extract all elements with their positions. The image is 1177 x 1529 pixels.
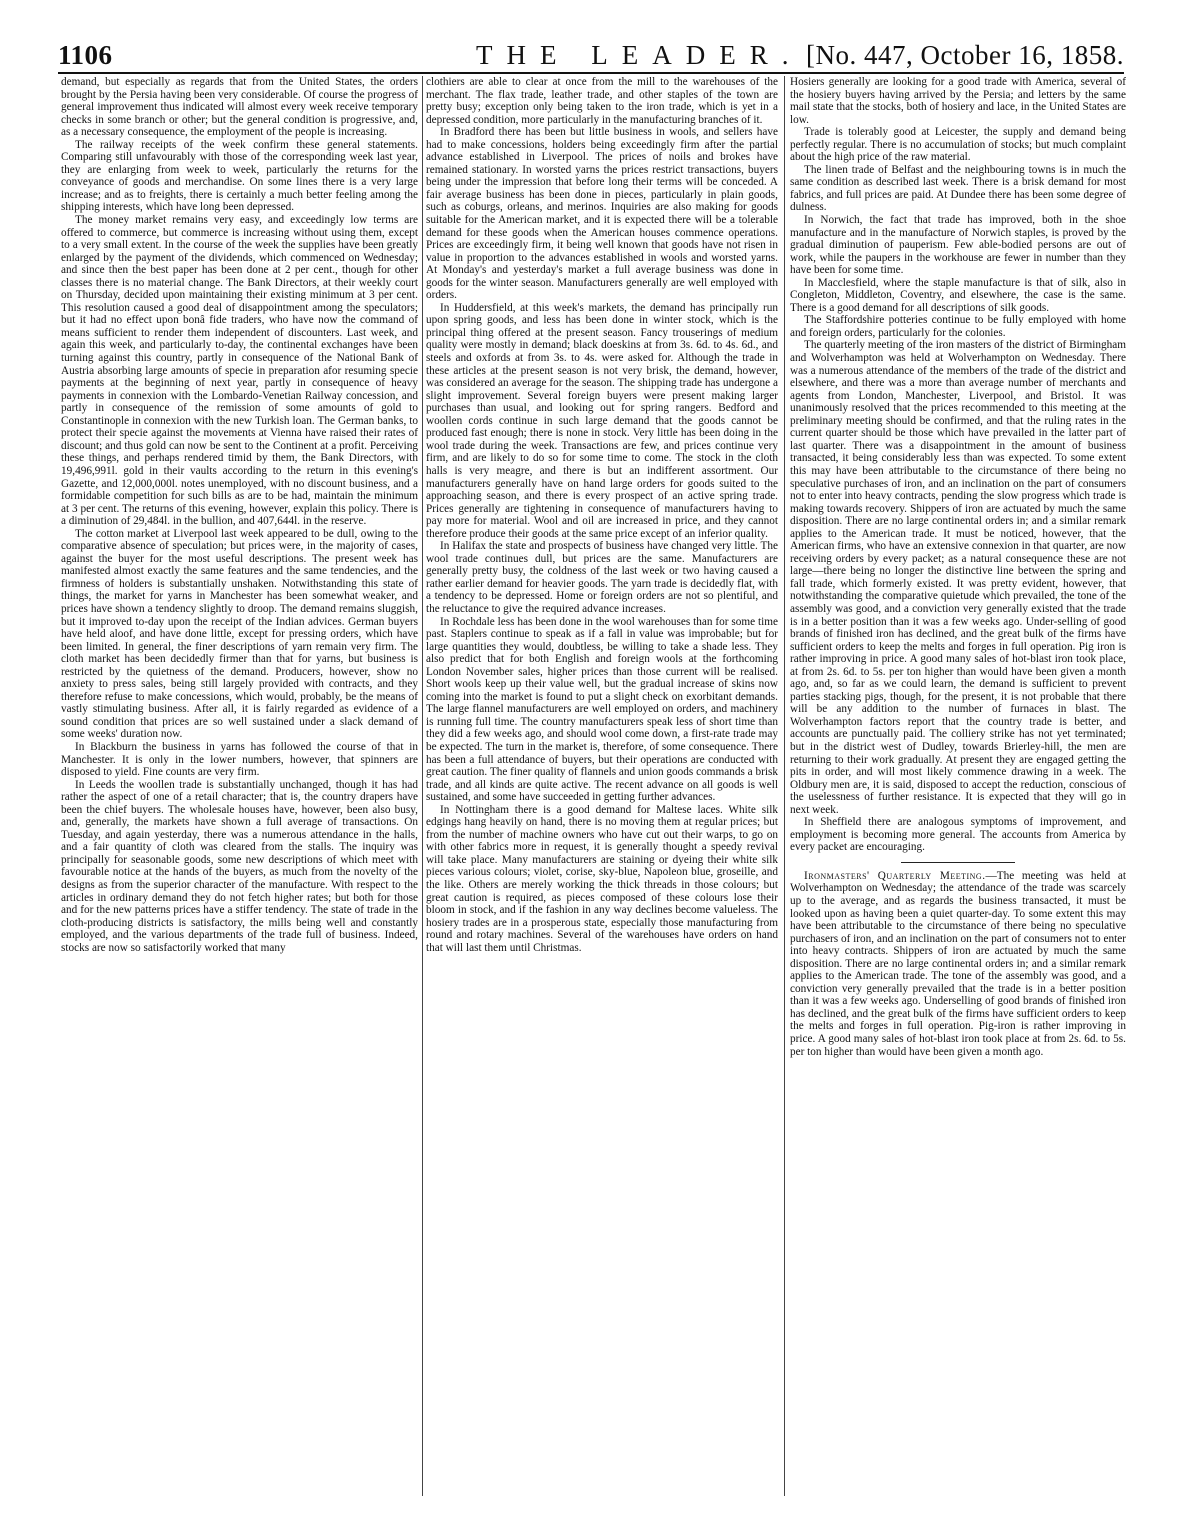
masthead-rule [58,72,1124,74]
column-divider [784,76,785,1496]
paragraph: The linen trade of Belfast and the neighbouring towns is in much the same condition as described last week. There is a brisk demand for most fabrics, and full prices are paid. At Dundee there has been some degree of dulness. [790,163,1126,214]
column-divider [422,76,423,1496]
paragraph: In Macclesfield, where the staple manufacture is that of silk, also in Congleton, Middleton, Coventry, and elsewhere, the case is the same. There is a good demand for all descriptions of silk goods. [790,276,1126,314]
masthead [58,40,1124,70]
paragraph: In Norwich, the fact that trade has improved, both in the shoe manufacture and in the manufacture of Norwich staples, is proved by the gradual diminution of pauperism. Few able-bodied persons are out of work, while the paupers in the workhouse are fewer in number than they have been for some time. [790,214,1126,277]
paragraph: clothiers are able to clear at once from the mill to the warehouses of the merchant. The flax trade, leather trade, and other staples of the town are pretty busy; exception only being taken to the iron trade, which is yet in a depressed condition, more particularly in the manufacturing branches of it. [426,76,778,126]
paragraph: In Blackburn the business in yarns has followed the course of that in Manchester. It is only in the lower numbers, however, that spinners are disposed to yield. Fine counts are very firm. [61,740,418,779]
column-1 [61,76,418,1496]
paragraph: In Nottingham there is a good demand for Maltese laces. White silk edgings hang heavily on hand, there is no moving them at regular prices; but from the number of machine owners who have cut out their warps, to go on with other fabrics more in request, it is generally thought a speedy revival will take place. Many manufacturers are staining or dyeing their white silk pieces various colours; violet, corise, sky-blue, Napoleon blue, groseille, and the like. Others are merely working the thick threads in those colours; but great caution is required, as pieces composed of these colours lose their bloom in stock, and if the fashion in any way declines become valueless. The hosiery trades are in a prosperous state, especially those manufacturing from round and rotary machines. Several of the warehouses have orders on hand that will last them until Christmas. [426,803,778,954]
paragraph: In Halifax the state and prospects of business have changed very little. The wool trade continues dull, but prices are the same. Manufacturers are generally pretty busy, the coldness of the last week or two having caused a rather earlier demand for heavier goods. The yarn trade is decidedly flat, with a tendency to be depressed. Home or foreign orders are not so plentiful, and the reluctance to give the required advance increases. [426,540,778,615]
paragraph: Trade is tolerably good at Leicester, the supply and demand being perfectly regular. There is no accumulation of stocks; but much complaint about the high price of the raw material. [790,126,1126,164]
issue-line: [No. 447, October 16, 1858. [806,40,1124,70]
column-3 [790,76,1126,1496]
paragraph: The Staffordshire potteries continue to be fully employed with home and foreign orders, particularly for the colonies. [790,314,1126,339]
paragraph: The railway receipts of the week confirm these general statements. Comparing still unfavourably with those of the corresponding week last year, they are enlarging from week to week, particularly the returns for the conveyance of goods and merchandise. On some lines there is a very large increase; and as to freights, there is certainly a much better feeling among the shipping interests, which have long been depressed. [61,138,418,214]
column-2 [426,76,778,1496]
section-heading: Ironmasters' Quarterly Meeting. [804,869,986,882]
newspaper-title: THE LEADER. [476,40,803,70]
paragraph: In Rochdale less has been done in the wool warehouses than for some time past. Staplers continue to speak as if a fall in value was improbable; but for large quantities they would, doubtless, be willing to take a shade less. They also predict that for both English and foreign wools at the forthcoming London November sales, higher prices than those current will be realised. Short wools keep up their value well, but the gradual increase of skins now coming into the market is found to put a slight check on exorbitant demands. The large flannel manufacturers are well employed on orders, and machinery is running full time. The country manufacturers speak less of short time than they did a few weeks ago, and should wool come down, a first-rate trade may be expected. The turn in the market is, therefore, of some consequence. There has been a full attendance of buyers, but their operations are conducted with great caution. The finer quality of flannels and union goods commands a brisk trade, and all kinds are quite active. The recent advance on all goods is well sustained, and some have succeeded in getting further advances. [426,615,778,804]
paragraph: In Leeds the woollen trade is substantially unchanged, though it has had rather the aspect of one of a retail character; that is, the country drapers have been the chief buyers. The wholesale houses have, however, been also busy, and, generally, the markets have shown a full average of transactions. On Tuesday, and again yesterday, there was a numerous attendance in the halls, and a fair quantity of cloth was cleared from the stalls. The inquiry was principally for seasonable goods, some new descriptions of which meet with favourable notice at the hands of the buyers, as much from the novelty of the designs as from the superior character of the manufacture. With respect to the articles in ordinary demand they do not fetch higher rates; but both for those and for the new patterns prices have a stiffer tendency. The state of trade in the cloth-producing districts is satisfactory, the mills being well and constantly employed, and the various departments of the trade full of business. Indeed, stocks are now so satisfactorily worked that many [61,778,418,954]
paragraph: Hosiers generally are looking for a good trade with America, several of the hosiery buyers having arrived by the Persia; and letters by the same mail state that the stocks, both of hosiery and lace, in the United States are low. [790,76,1126,126]
paragraph: demand, but especially as regards that from the United States, the orders brought by the Persia having been very considerable. Of course the progress of general improvement thus indicated will almost every week receive temporary checks in some branch or other; but the general condition is progressive, and, as a necessary consequence, the employment of the people is increasing. [61,76,418,139]
section-text: —The meeting was held at Wolverhampton on Wednesday; the attendance of the trade was scarcely up to the average, and as regards the business transacted, it must be looked upon as having been a quiet quarter-day. To some extent this may have been attributable to the circumstance of there being no speculative purchasers of iron, and an inclination on the part of consumers not to enter into heavy contracts. Shippers of iron are actuated by much the same disposition. There are no large continental orders in; and a similar remark applies to the American trade. The tone of the assembly was good, and a conviction very generally prevailed that the trade is in a better position than it was a few weeks ago. Underselling of good brands of finished iron has declined, and the great bulk of the firms have sufficient orders to keep the melts and forges in full operation. Pig-iron is rather improving in price. A good many sales of hot-blast iron took place at from 2s. 6d. to 5s. per ton higher than would have been given a month ago. [790,869,1126,1058]
page-number: 1106 [58,40,113,70]
paragraph: The money market remains very easy, and exceedingly low terms are offered to commerce, but commerce is increasing without using them, except to a very small extent. In the course of the week the supplies have been greatly enlarged by the payment of the dividends, which commenced on Wednesday; and since then the best paper has been done at 2 per cent., though for other classes there is no material change. The Bank Directors, at their weekly court on Thursday, decided upon maintaining their existing minimum at 3 per cent. This resolution caused a good deal of disappointment among the speculators; but it had no effect upon bonâ fide traders, who have now the command of means sufficient to render them independent of discounters. Last week, and again this week, and particularly to-day, the continental exchanges have been turning against this country, partly in consequence of the National Bank of Austria absorbing large amounts of specie in preparation afor resuming specie payments at the beginning of next year, partly in consequence of heavy payments in connexion with the Lombardo-Venetian Railway concession, and partly in consequence of the remission of some amounts of gold to Constantinople in connexion with the new Turkish loan. The German banks, to protect their specie against the movements at Vienna have raised their rates of discount; and thus gold can now be sent to the Continent at a profit. Perceiving these things, and perhaps rendered timid by them, the Bank Directors, with 19,496,991l. gold in their vaults according to the return in this evening's Gazette, and 12,000,000l. notes unemployed, with no discount business, and a formidable competition for such bills as are to be had, maintain the minimum at 3 per cent. The returns of this evening, however, explain this policy. There is a diminution of 29,484l. in the bullion, and 407,644l. in the reserve. [61,214,418,528]
paragraph: In Huddersfield, at this week's markets, the demand has principally run upon spring goods, and less has been done in winter stock, which is the principal thing offered at the present season. Fancy trouserings of medium quality were mostly in demand; black doeskins at from 3s. 6d. to 4s. 6d., and steels and oxfords at from 3s. to 4s. were asked for. Although the trade in these articles at the present season is not very brisk, the demand, however, was considered an average for the season. The shipping trade has undergone a slight improvement. Several foreign buyers were present making larger purchases than usual, and looking out for spring rangers. Bedford and woollen cords continue in such large demand that the goods cannot be produced fast enough; there is none in stock. Very little has been doing in the wool trade during the week. Transactions are few, and prices continue very firm, and are likely to do so for some time to come. The stock in the cloth halls is very meagre, and there is but an indifferent assortment. Our manufacturers generally have on hand large orders for goods suited to the approaching season, and there is every prospect of an active spring trade. Prices generally are tightening in consequence of manufacturers having to pay more for material. Wool and oil are increased in price, and they cannot therefore produce their goods at the same price except of an inferior quality. [426,301,778,540]
paragraph: The quarterly meeting of the iron masters of the district of Birmingham and Wolverhampton was held at Wolverhampton on Wednesday. There was a numerous attendance of the members of the trade of the district and elsewhere, and there was a more than average number of merchants and agents from London, Manchester, Liverpool, and Bristol. It was unanimously resolved that the prices recommended to this meeting at the preliminary meeting should be confirmed, and that the ruling rates in the current quarter should be those which have prevailed in the latter part of last quarter. There was a disappointment in the amount of business transacted, it being considerably less than was expected. To some extent this may have been attributable to the circumstance of there being no speculative purchases of iron, and an inclination on the part of consumers not to enter into heavy contracts, pending the slow progress which trade is making towards recovery. Shippers of iron are actuated by much the same disposition. There are no large continental orders in; and a similar remark applies to the American trade. It must be noticed, however, that the American firms, who have an extensive connexion in that quarter, are now receiving orders by every packet; as a natural consequence these are not large—there being no longer the distinctive line between the spring and fall trade, which formerly existed. It was pretty evident, however, that notwithstanding the comparative quietude which prevailed, the tone of the assembly was good, and a conviction very generally existed that the trade is in a better position than it was a few weeks ago. Under-selling of good brands of finished iron has declined, and the great bulk of the firms have sufficient orders to keep the melts and forges in full operation. Pig iron is rather improving in price. A good many sales of hot-blast iron took place, at from 2s. 6d. to 5s. per ton higher than would have been given a month ago, and, so far as we could learn, the demand is sufficient to prevent parties stacking pigs, though, for the present, it is not probable that there will be any addition to the number of furnaces in blast. The Wolverhampton factors report that the country trade is better, and accounts are punctually paid. The colliery strike has not yet terminated; but in the district west of Dudley, towards Brierley-hill, the men are returning to their work gradually. At present they are engaged getting the pits in order, and will most likely commence drawing in a week. The Oldbury men are, it is said, disposed to accept the reduction, conscious of the uselessness of further resistance. It is expected that they will go in next week. [790,339,1126,816]
paragraph: The cotton market at Liverpool last week appeared to be dull, owing to the comparative absence of speculation; but prices were, in the majority of cases, against the buyer for the most useful descriptions. The present week has manifested almost exactly the same features and the same tendencies, and the firmness of holders is substantially unshaken. Notwithstanding this state of things, the market for yarns in Manchester has been somewhat weaker, and prices have shown a tendency slightly to droop. The demand remains sluggish, but it improved to-day upon the receipt of the Indian advices. German buyers have held aloof, and have done little, except for pressing orders, which have been limited. In general, the finer descriptions of yarn remain very firm. The cloth market has been decidedly firmer than that for yarns, but business is restricted by the quietness of the demand. Producers, however, show no anxiety to press sales, being still largely provided with contracts, and they therefore refuse to make concessions, which would, probably, be the means of vastly stimulating business. After all, it is fairly regarded as evidence of a sound condition that prices are so well sustained under a slack demand of some weeks' duration now. [61,527,418,741]
paragraph: In Sheffield there are analogous symptoms of improvement, and employment is becoming more general. The accounts from America by every packet are encouraging. [790,816,1126,854]
ironmasters-paragraph [790,870,1126,1058]
section-divider [901,862,1015,863]
paragraph: In Bradford there has been but little business in wools, and sellers have had to make concessions, holders being exceedingly firm after the partial advance established in Liverpool. The prices of noils and brokes have remained stationary. In worsted yarns the prices restrict transactions, buyers being under the impression that before long their terms will be conceded. A fair average business has been done in pieces, particularly in plain goods, such as coburgs, orleans, and merinos. Inquiries are also making for goods suitable for the American market, and it is expected there will be a tolerable demand for these goods when the American houses commence operations. Prices are exceedingly firm, it being well known that goods have not risen in value in proportion to the advances established in wools and worsted yarns. At Monday's and yesterday's market a full average business was done in goods for the winter season. Manufacturers generally are well employed with orders. [426,126,778,302]
